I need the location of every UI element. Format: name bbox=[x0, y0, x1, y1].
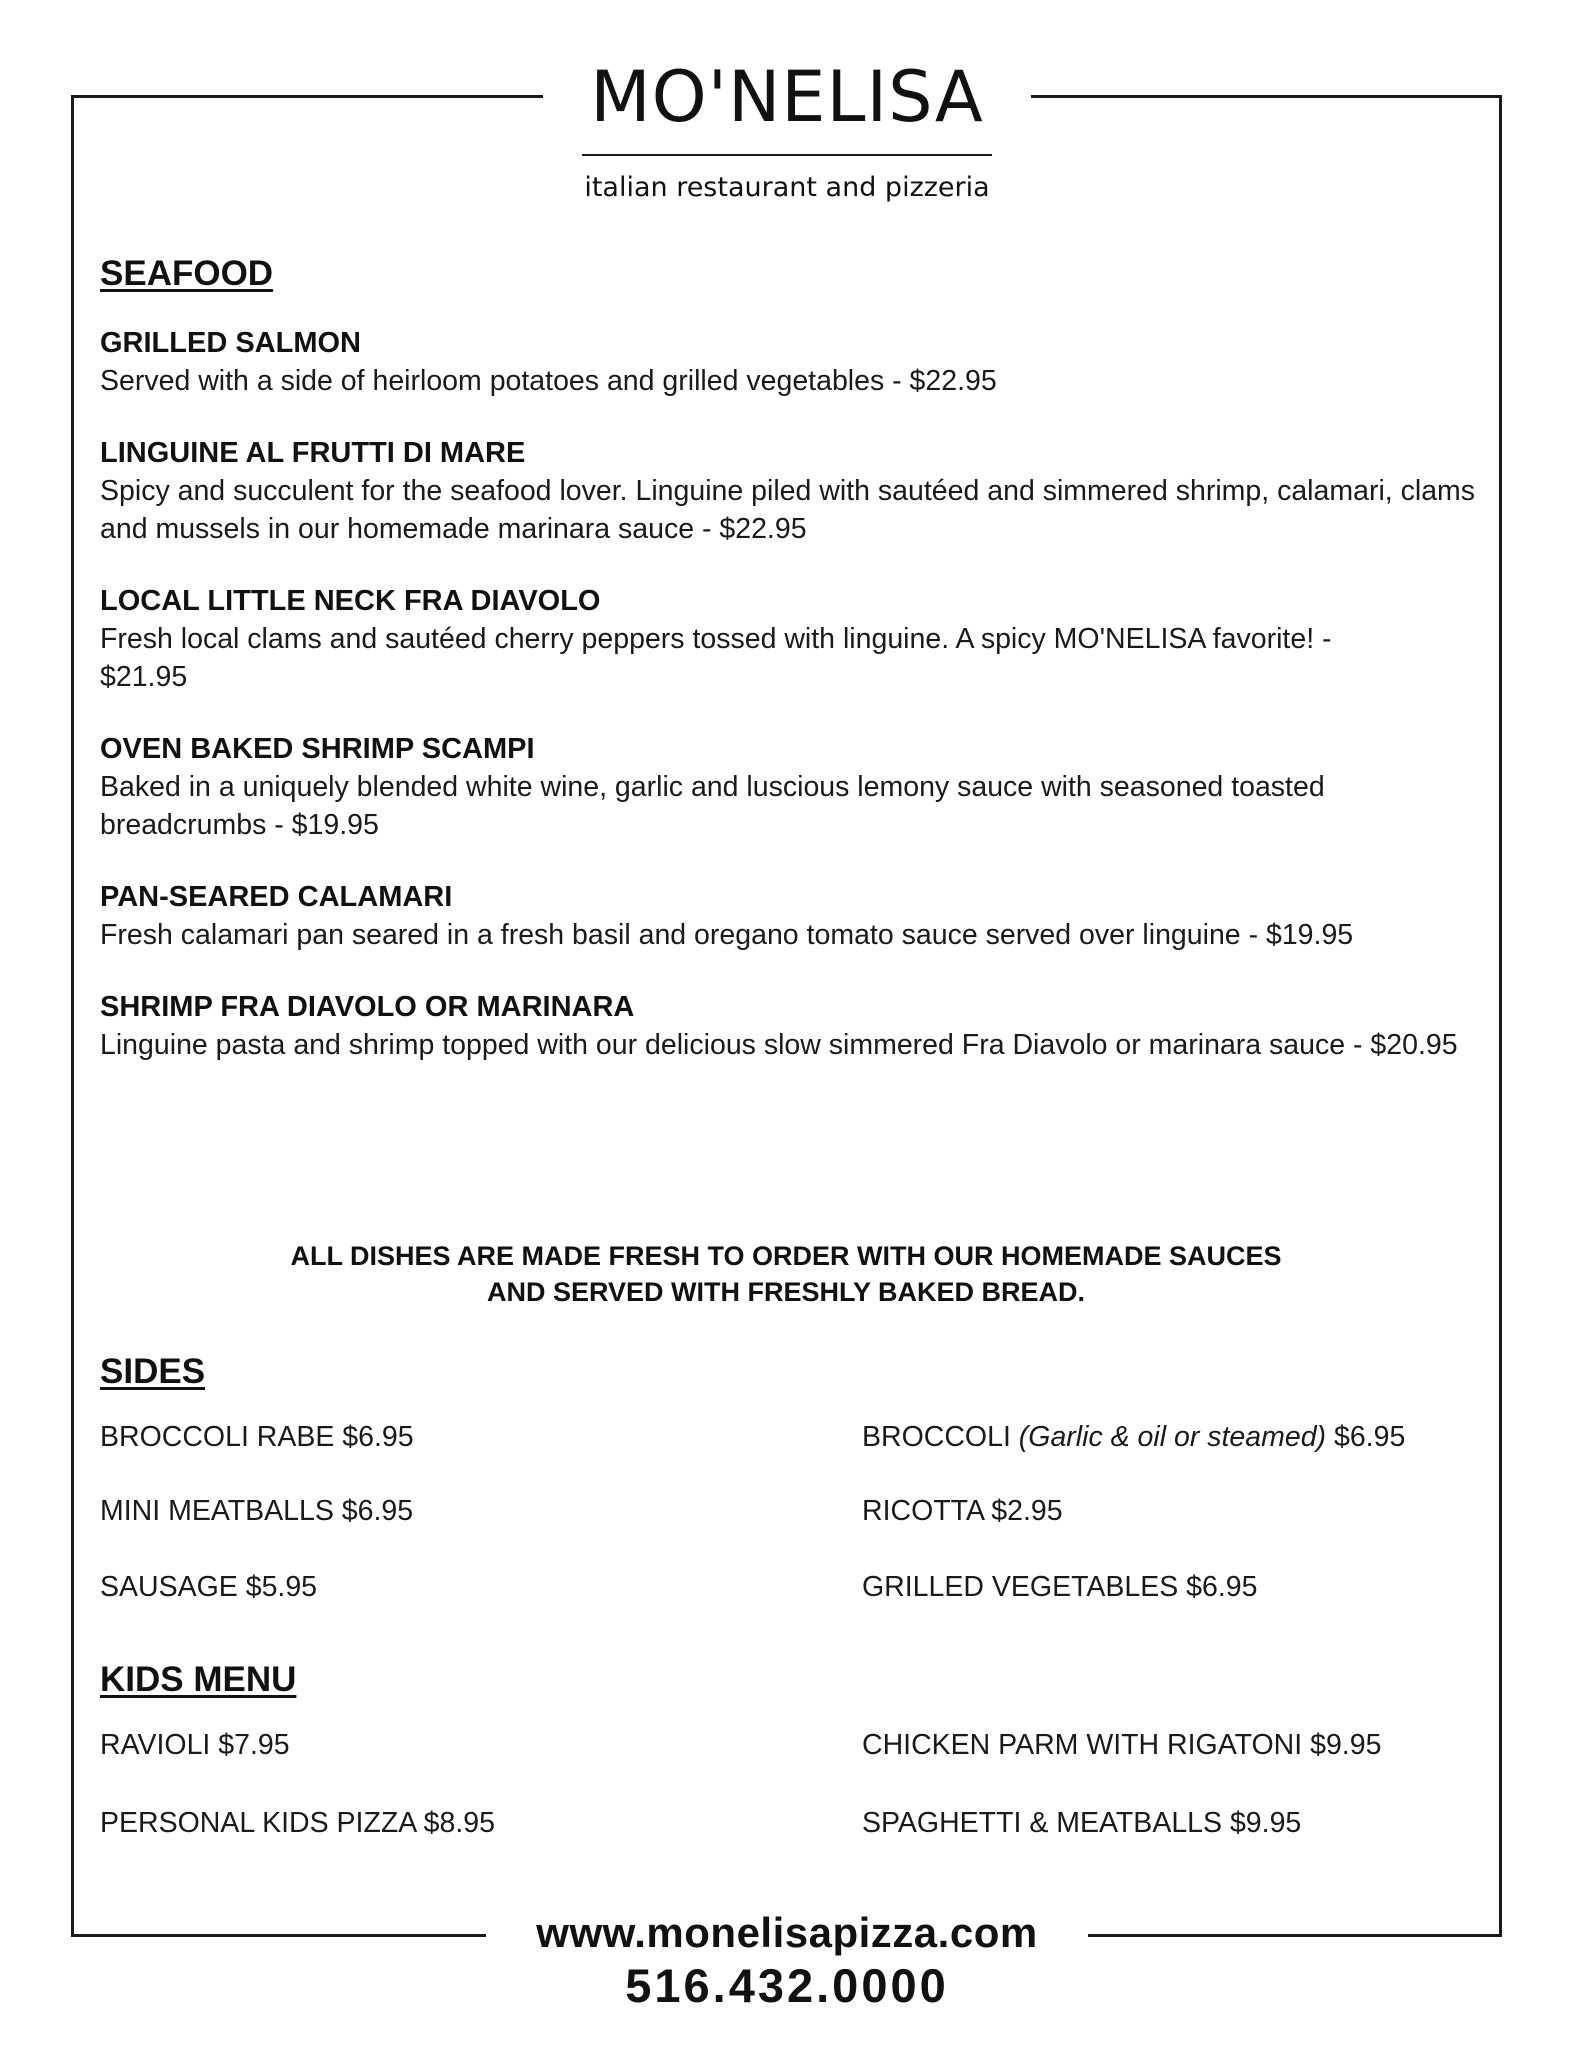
dish-description: Fresh local clams and sautéed cherry peppers tossed with linguine. A spicy MO'NELISA favorite! - $21.95 bbox=[100, 623, 1332, 693]
menu-item bbox=[100, 988, 1460, 1064]
side-item-ricotta: RICOTTA $2.95 bbox=[862, 1495, 1063, 1527]
notice-line-2: AND SERVED WITH FRESHLY BAKED BREAD. bbox=[486, 1277, 1086, 1307]
frame-bottom-right-line bbox=[1088, 1934, 1502, 1937]
seafood-heading: SEAFOOD bbox=[100, 254, 274, 293]
dish-name: LOCAL LITTLE NECK FRA DIAVOLO bbox=[100, 585, 601, 617]
dish-description: Served with a side of heirloom potatoes and grilled vegetables - $22.95 bbox=[100, 365, 997, 397]
phone-number[interactable]: 516.432.0000 bbox=[625, 1959, 949, 2012]
freshness-notice bbox=[100, 1238, 1472, 1310]
menu-item bbox=[100, 730, 1420, 844]
dish-description: Fresh calamari pan seared in a fresh basil and oregano tomato sauce served over linguine - $19.95 bbox=[100, 919, 1354, 951]
sides-section bbox=[100, 1346, 1480, 1658]
side-broccoli-name: BROCCOLI bbox=[862, 1421, 1011, 1453]
dish-description: Baked in a uniquely blended white wine, garlic and luscious lemony sauce with seasoned toasted breadcrumbs - $19.95 bbox=[100, 771, 1325, 841]
dish-name: GRILLED SALMON bbox=[100, 327, 361, 359]
kids-item-spaghetti-meatballs: SPAGHETTI & MEATBALLS $9.95 bbox=[862, 1807, 1302, 1839]
menu-item bbox=[100, 434, 1480, 548]
sides-heading: SIDES bbox=[100, 1352, 206, 1391]
restaurant-logo: MO'NELISA bbox=[590, 56, 984, 138]
side-item-sausage: SAUSAGE $5.95 bbox=[100, 1571, 318, 1603]
sides-list bbox=[100, 1418, 1480, 1658]
notice-line-1: ALL DISHES ARE MADE FRESH TO ORDER WITH OUR HOMEMADE SAUCES bbox=[290, 1241, 1282, 1271]
dish-name: LINGUINE AL FRUTTI DI MARE bbox=[100, 437, 526, 469]
menu-item bbox=[100, 582, 1420, 696]
menu-item bbox=[100, 878, 1480, 954]
kids-item-chicken-parm: CHICKEN PARM WITH RIGATONI $9.95 bbox=[862, 1729, 1382, 1761]
kids-menu-section bbox=[100, 1654, 1480, 1866]
side-item-broccoli-rabe: BROCCOLI RABE $6.95 bbox=[100, 1421, 414, 1453]
dish-name: OVEN BAKED SHRIMP SCAMPI bbox=[100, 733, 535, 765]
dish-description: Linguine pasta and shrimp topped with our delicious slow simmered Fra Diavolo or marinara sauce - $20.95 bbox=[100, 1029, 1458, 1061]
side-item-mini-meatballs: MINI MEATBALLS $6.95 bbox=[100, 1495, 414, 1527]
dish-description: Spicy and succulent for the seafood lover. Linguine piled with sautéed and simmered shrimp, calamari, clams and mussels in our homemade marinara sauce - $22.95 bbox=[100, 475, 1476, 545]
side-broccoli-price: $6.95 bbox=[1333, 1421, 1406, 1453]
side-broccoli-note: (Garlic & oil or steamed) bbox=[1018, 1421, 1327, 1453]
frame-right-line bbox=[1499, 95, 1502, 1937]
kids-item-ravioli: RAVIOLI $7.95 bbox=[100, 1729, 290, 1761]
side-item-grilled-vegetables: GRILLED VEGETABLES $6.95 bbox=[862, 1571, 1258, 1603]
dish-name: SHRIMP FRA DIAVOLO OR MARINARA bbox=[100, 991, 635, 1023]
kids-menu-heading: KIDS MENU bbox=[100, 1660, 297, 1699]
dish-name: PAN-SEARED CALAMARI bbox=[100, 881, 453, 913]
side-item-broccoli bbox=[862, 1418, 1405, 1456]
kids-menu-list bbox=[100, 1726, 1480, 1866]
frame-top-left-line bbox=[71, 95, 543, 98]
restaurant-tagline: italian restaurant and pizzeria bbox=[584, 172, 990, 203]
menu-item bbox=[100, 324, 1480, 400]
website-link[interactable]: www.monelisapizza.com bbox=[536, 1909, 1038, 1956]
kids-item-personal-pizza: PERSONAL KIDS PIZZA $8.95 bbox=[100, 1807, 495, 1839]
frame-left-line bbox=[71, 95, 74, 1937]
seafood-section bbox=[100, 248, 1480, 1098]
seafood-list bbox=[100, 324, 1480, 1064]
frame-top-right-line bbox=[1031, 95, 1502, 98]
frame-bottom-left-line bbox=[71, 1934, 486, 1937]
logo-divider bbox=[582, 154, 992, 156]
